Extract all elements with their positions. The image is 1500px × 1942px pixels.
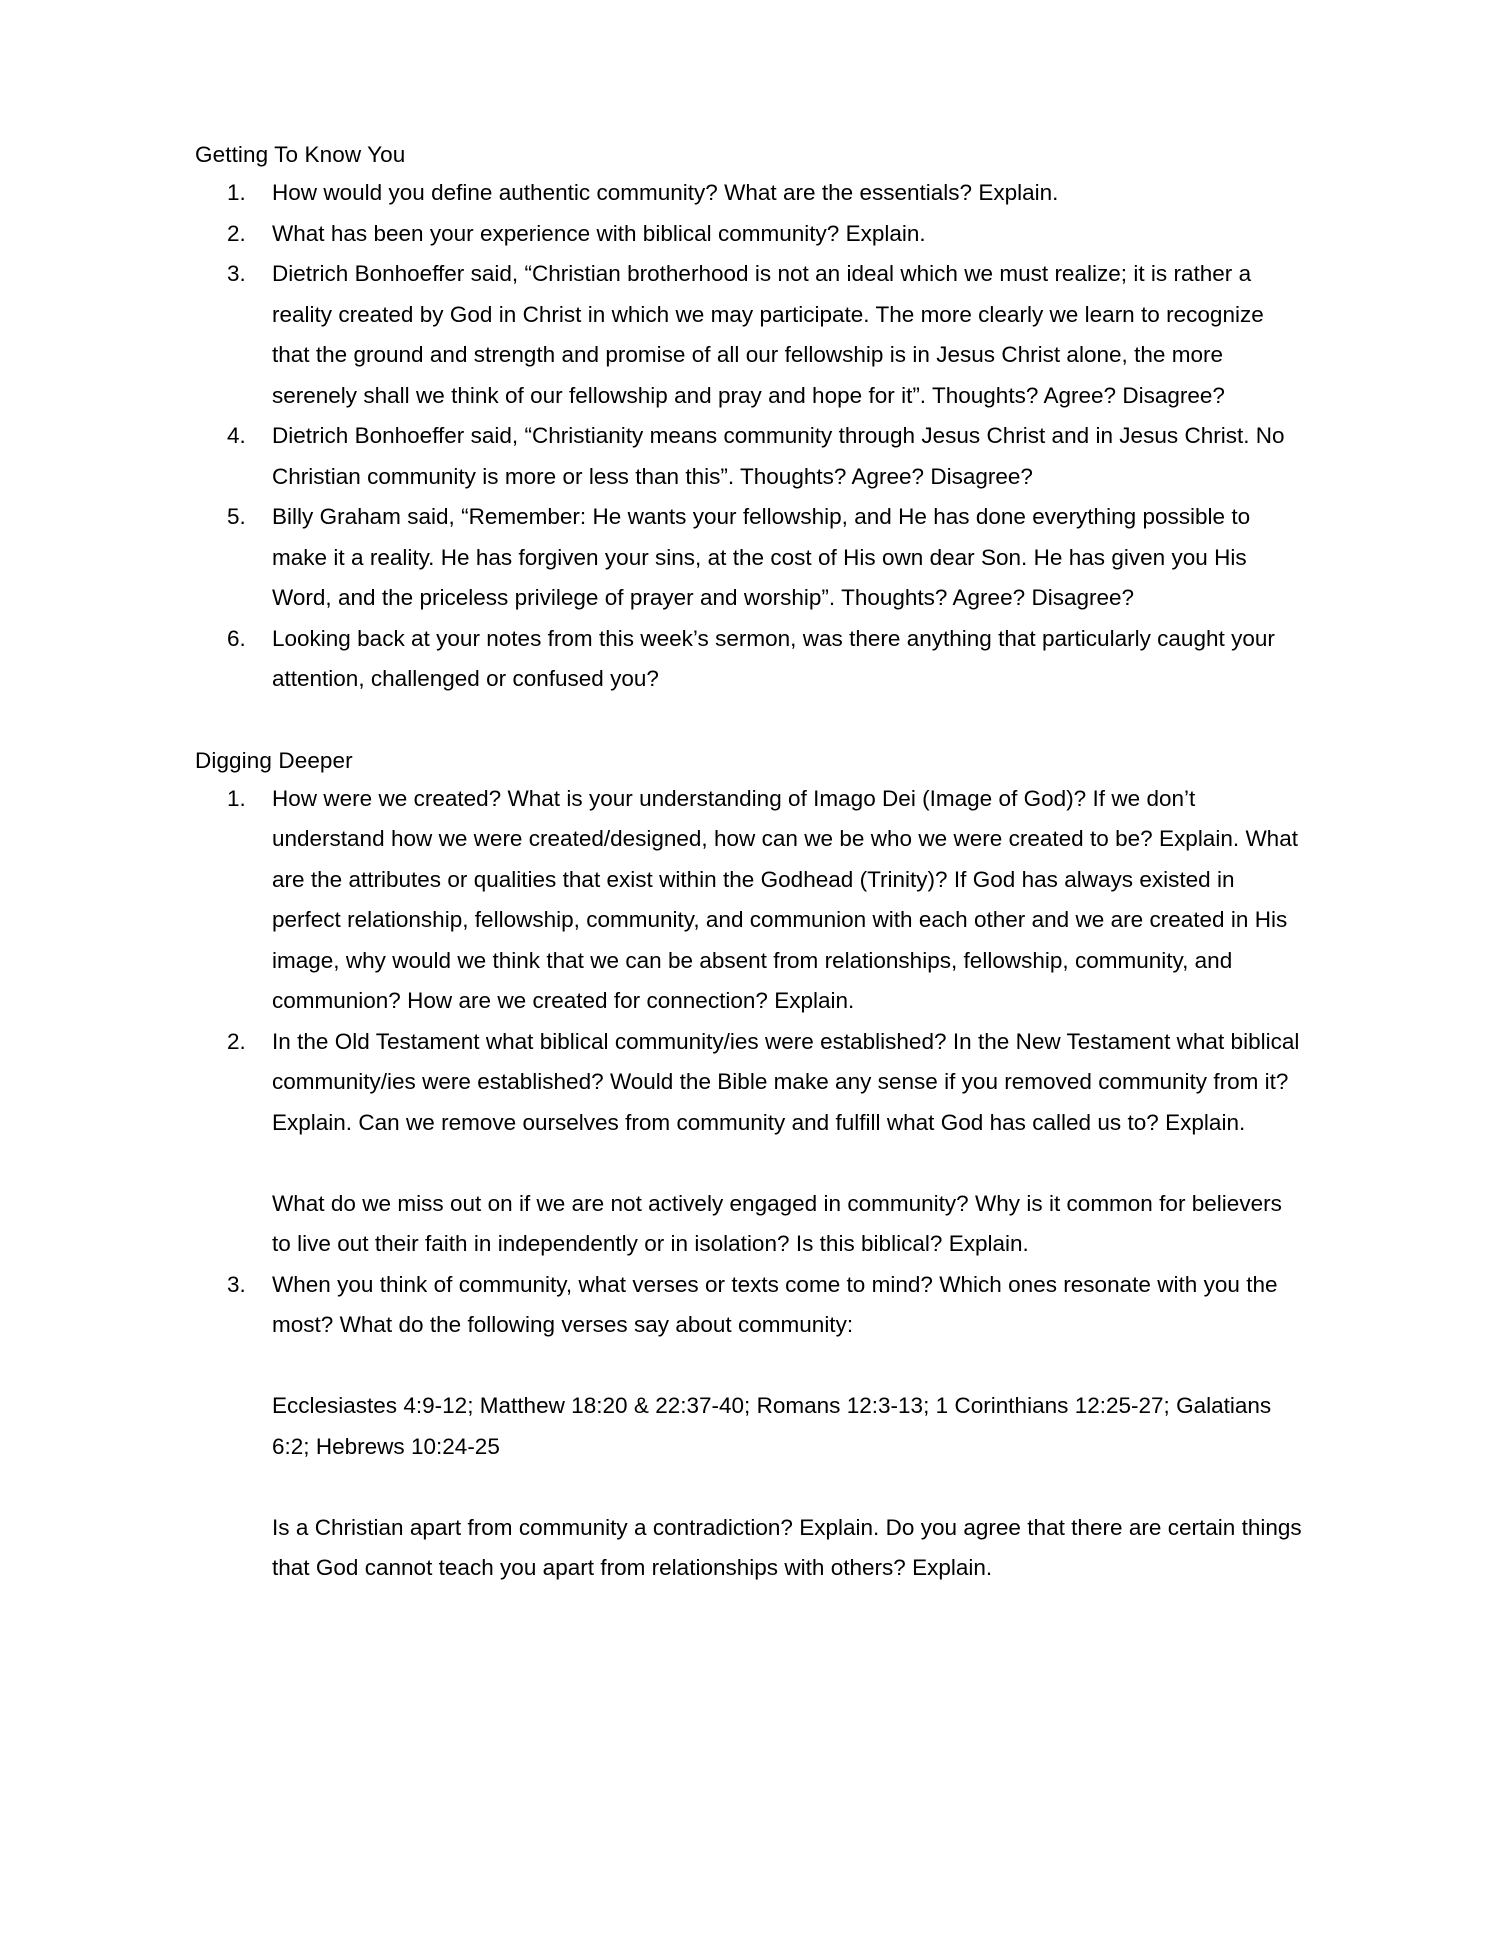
list-item-number: 6. (227, 625, 246, 651)
list-item-number: 1. (227, 785, 246, 811)
list-item (195, 416, 1305, 497)
list-item (195, 1022, 1305, 1265)
list-item-subparagraph: Is a Christian apart from community a contradiction? Explain. Do you agree that there are certain things that God cannot teach you apart from relationships with others? Explain. (272, 1514, 1302, 1580)
list-item-text: Dietrich Bonhoeffer said, “Christian brotherhood is not an ideal which we must realize; it is rather a reality created by God in Christ in which we may participate. The more clearly we learn to recognize that the ground and strength and promise of all our fellowship is in Jesus Christ alone, the more serenely shall we think of our fellowship and pray and hope for it”. Thoughts? Agree? Disagree? (272, 261, 1264, 408)
list-item-text: How would you define authentic community? What are the essentials? Explain. (272, 180, 1059, 205)
list-item (195, 173, 1305, 214)
list-item-number: 5. (227, 504, 246, 529)
list-item-number: 2. (227, 220, 246, 246)
section-getting-to-know-you (195, 140, 1305, 700)
list-item-number: 3. (227, 261, 246, 286)
list-item-text: Billy Graham said, “Remember: He wants your fellowship, and He has done everything possible to make it a reality. He has forgiven your sins, at the cost of His own dear Son. He has given you His Word, and the priceless privilege of prayer and worship”. Thoughts? Agree? Disagree? (272, 504, 1251, 610)
list-item-number: 2. (227, 1028, 246, 1054)
section-spacer (195, 700, 1305, 746)
list-item (195, 214, 1305, 255)
section-digging-deeper (195, 746, 1305, 1589)
list-item-text: Dietrich Bonhoeffer said, “Christianity means community through Jesus Christ and in Jesus Christ. No Christian community is more or less than this”. Thoughts? Agree? Disagree? (272, 423, 1285, 489)
list-item (195, 779, 1305, 1022)
question-list (195, 779, 1305, 1589)
list-item-number: 1. (227, 180, 246, 205)
list-item-text: How were we created? What is your understanding of Imago Dei (Image of God)? If we don’t understand how we were created/designed, how can we be who we were created to be? Explain. What are the attributes or qualities that exist within the Godhead (Trinity)? If God has always existed in perfect relationship, fellowship, community, and communion with each other and we are created in His image, why would we think that we can be absent from relationships, fellowship, community, and communion? How are we created for connection? Explain. (272, 785, 1298, 1013)
document-body (195, 140, 1305, 1589)
section-heading: Getting To Know You (195, 142, 406, 167)
list-item (195, 254, 1305, 416)
list-item (195, 619, 1305, 700)
list-item (195, 1265, 1305, 1589)
question-list (195, 173, 1305, 700)
list-item-text: In the Old Testament what biblical community/ies were established? In the New Testament what biblical community/ies were established? Would the Bible make any sense if you removed community from it? Explain. Can we remove ourselves from community and fulfill what God has called us to? Explain. (272, 1028, 1300, 1135)
section-heading: Digging Deeper (195, 747, 353, 773)
list-item-text: Looking back at your notes from this week’s sermon, was there anything that particularly caught your attention, challenged or confused you? (272, 625, 1275, 691)
list-item-subparagraph: What do we miss out on if we are not actively engaged in community? Why is it common for believers to live out their faith in independently or in isolation? Is this biblical? Explain. (272, 1190, 1282, 1256)
list-item (195, 497, 1305, 619)
list-item-number: 4. (227, 423, 246, 448)
list-item-number: 3. (227, 1271, 246, 1297)
list-item-text: What has been your experience with biblical community? Explain. (272, 220, 926, 246)
list-item-text: When you think of community, what verses or texts come to mind? Which ones resonate with you the most? What do the following verses say about community: (272, 1271, 1278, 1337)
scripture-reference-list: Ecclesiastes 4:9-12; Matthew 18:20 & 22:37-40; Romans 12:3-13; 1 Corinthians 12:25-27; Galatians 6:2; Hebrews 10:24-25 (272, 1393, 1272, 1459)
